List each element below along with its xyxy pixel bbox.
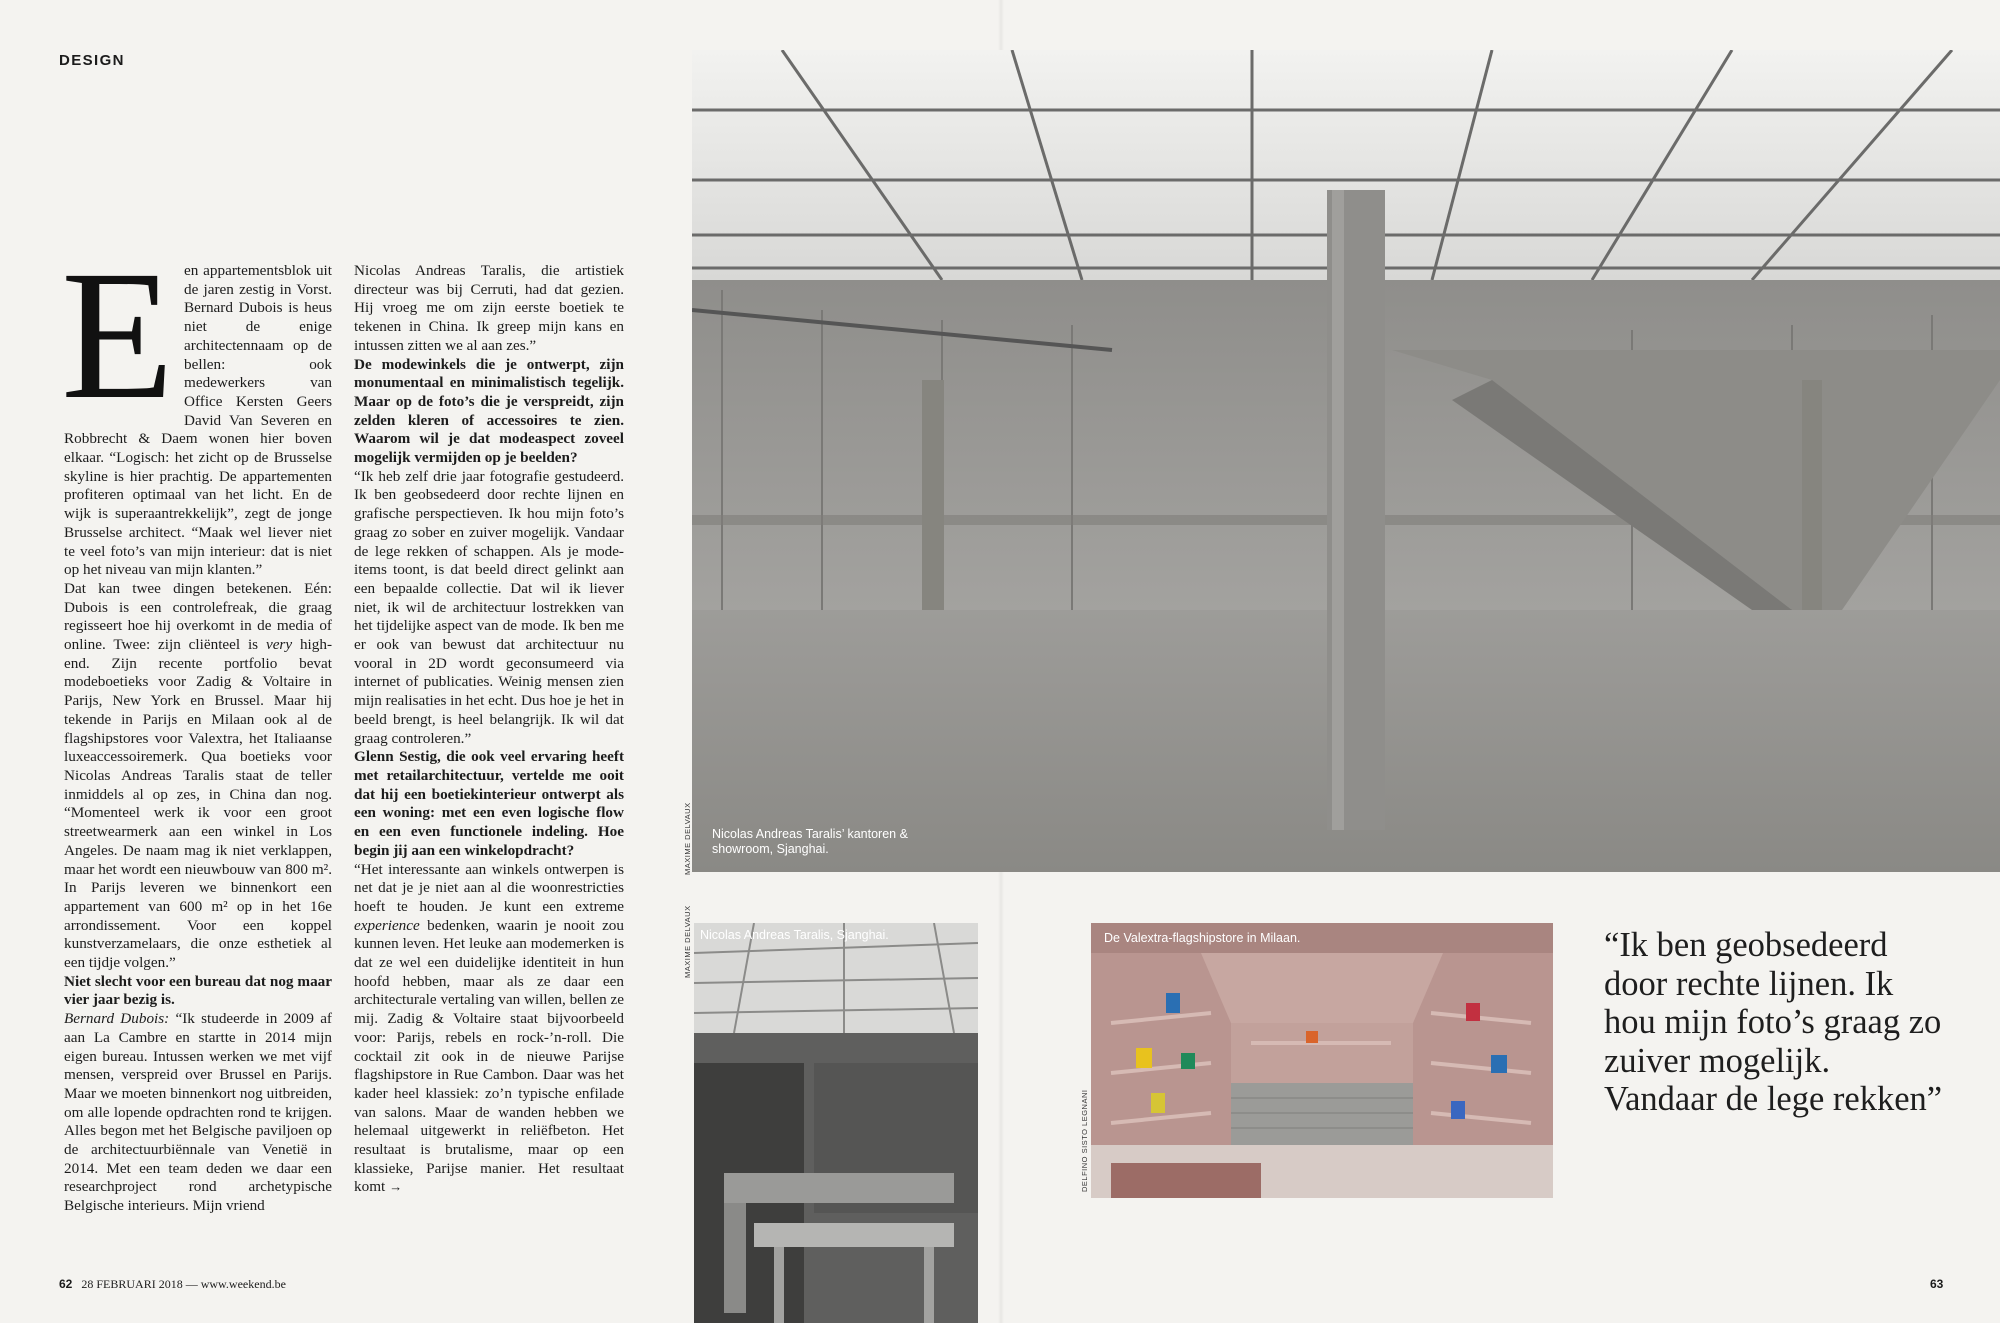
second-photo-caption: Nicolas Andreas Taralis, Sjanghai.	[700, 928, 889, 942]
body-text: high-end. Zijn recente portfolio bevat modeboetieks voor Zadig & Voltaire in Parijs, New York en Brussel. Maar hij tekende in Parijs en Milaan ook al de flagshipstores voor Valextra, het Italiaanse luxeaccessoiremerk. Qua boetieks voor Nicolas Andreas Taralis staat de teller inmiddels al op zes, in China dan nog. “Momenteel werk ik voor een groot streetwearmerk aan een winkel in Los Angeles. De naam mag ik niet verklappen, maar het wordt een nieuwbouw van 800 m². In Parijs leveren we binnenkort een appartement van 600 m² op in het 16e arrondissement. Voor een koppel kunstverzamelaars, die onze esthetiek al een tijdje volgen.”	[64, 636, 332, 972]
answer-text: bedenken, waarin je nooit zou kunnen leven. Het leuke aan modemerken is dat ze wel een duidelijke identiteit in hun hoofd hebben, maar als ze daar een architecturale vertaling van willen, bellen ze mij. Zadig & Voltaire staat bijvoorbeeld voor: Parijs, rebels en rock-’n-roll. Die cocktail zit ook in de nieuwe Parijse flagshipstore in Rue Cambon. Daar was het kader heel klassiek: zo’n typische enfilade van salons. Maar de wanden hebben we helemaal uitgewerkt in reliëfbeton. Het resultaat is brutalisme, maar op een klassieke, Parijse manier. Het resultaat komt	[354, 916, 624, 1196]
section-label: DESIGN	[59, 52, 125, 69]
third-photo-caption: De Valextra-flagshipstore in Milaan.	[1104, 931, 1301, 945]
interview-answer: “Ik heb zelf drie jaar fotografie gestudeerd. Ik ben geobsedeerd door rechte lijnen en grafische perspectieven. Ik hou mijn foto’s graag zo sober en zuiver mogelijk. Vandaar de lege rekken of schappen. Als je mode-items toont, is dat beeld direct gelinkt aan een bepaalde collectie. Dat wil ik liever niet, ik wil de architectuur lostrekken van het tijdelijke aspect van de mode. Ik ben me er ook van bewust dat architectuur nu vooral in 2D wordt geconsumeerd via internet of publicaties. Weinig mensen zien mijn realisaties in het echt. Dus hoe je het in beeld brengt, is heel belangrijk. Ik wil dat graag controleren.”	[354, 467, 624, 747]
photo-valextra-milaan	[1091, 923, 1553, 1198]
valextra-store-illustration	[1091, 923, 1553, 1198]
article-column-2	[354, 262, 624, 1197]
body-text: Dat kan twee dingen betekenen. Eén: Dubois is een controlefreak, die graag regisseert hoe hij overkomt in de media of online. Twee: zijn cliënteel is	[64, 579, 332, 654]
article-column-1	[61, 233, 332, 1216]
interview-answer	[64, 1010, 332, 1216]
emphasis-text: very	[265, 636, 293, 654]
speaker-name: Bernard Dubois:	[64, 1010, 170, 1028]
intro-paragraph	[61, 233, 332, 580]
pull-quote: “Ik ben geobsedeerd door rechte lijnen. Ik hou mijn foto’s graag zo zuiver mogelijk. Vandaar de lege rekken”	[1604, 926, 1943, 1119]
body-paragraph: Nicolas Andreas Taralis, die artistiek directeur was bij Cerruti, had dat gezien. Hij vroeg me om zijn eerste boetiek te tekenen in China. Ik greep mijn kans en intussen zitten we al aan zes.”	[354, 262, 624, 354]
folio-left	[59, 1277, 286, 1292]
store-interior-illustration	[694, 923, 978, 1323]
interview-question: Glenn Sestig, die ook veel ervaring heeft met retailarchitectuur, vertelde me ooit dat hij een boetiekinterieur ontwerpt als een woning: met een even logische flow en een even functionele indeling. Hoe begin jij aan een winkelopdracht?	[354, 748, 624, 859]
intro-text: en appartementsblok uit de jaren zestig in Vorst. Bernard Dubois is heus niet de enige architectennaam op de bellen: ook medewerkers van Office Kersten Geers David Van Severen en Robbrecht & Daem wonen hier boven elkaar. “Logisch: het zicht op de Brusselse skyline is hier prachtig. De appartementen profiteren optimaal van het licht. En de wijk is superaantrekkelijk”, zegt de jonge Brusselse architect. “Maak wel liever niet te veel foto’s van mijn interieur: dat is niet op het niveau van mijn klanten.”	[64, 262, 332, 579]
issue-date-website: 28 FEBRUARI 2018 — www.weekend.be	[81, 1277, 286, 1291]
folio-right	[1930, 1277, 1943, 1292]
second-photo-credit: MAXIME DELVAUX	[683, 905, 692, 978]
interview-question: Niet slecht voor een bureau dat nog maar vier jaar bezig is.	[64, 972, 332, 1009]
page-number: 62	[59, 1277, 73, 1291]
continue-arrow-icon: →	[389, 1179, 403, 1195]
showroom-illustration	[692, 50, 2000, 872]
main-photo-showroom	[692, 50, 2000, 872]
drop-cap: E	[61, 233, 175, 438]
main-photo-caption: Nicolas Andreas Taralis’ kantoren & showroom, Sjanghai.	[712, 827, 908, 856]
main-photo-credit: MAXIME DELVAUX	[683, 802, 692, 875]
answer-text: “Ik studeerde in 2009 af aan La Cambre en startte in 2014 mijn eigen bureau. Intussen werken we met vijf mensen, verspreid over Brussel en Parijs. Maar we moeten binnenkort nog uitbreiden, om alle lopende opdrachten rond te krijgen. Alles begon met het Belgische paviljoen op de architectuurbiënnale van Venetië in 2014. Met een team deden we daar een researchproject rond archetypische Belgische interieurs. Mijn vriend	[64, 1010, 332, 1215]
third-photo-credit: DELFINO SISTO LEGNANI	[1080, 1089, 1089, 1192]
interview-answer	[354, 861, 624, 1198]
page-number: 63	[1930, 1277, 1944, 1291]
body-paragraph	[64, 580, 332, 973]
interview-question: De modewinkels die je ontwerpt, zijn monumentaal en minimalistisch tegelijk. Maar op de foto’s die je verspreidt, zijn zelden kleren of accessoires te zien. Waarom wil je dat modeaspect zoveel mogelijk vermijden op je beelden?	[354, 355, 624, 467]
emphasis-text: experience	[354, 916, 420, 934]
photo-taralis-shanghai	[694, 923, 978, 1323]
answer-text: “Het interessante aan winkels ontwerpen is net dat je je niet aan al die woonrestricties hoeft te houden. Je kunt een extreme	[354, 860, 624, 915]
